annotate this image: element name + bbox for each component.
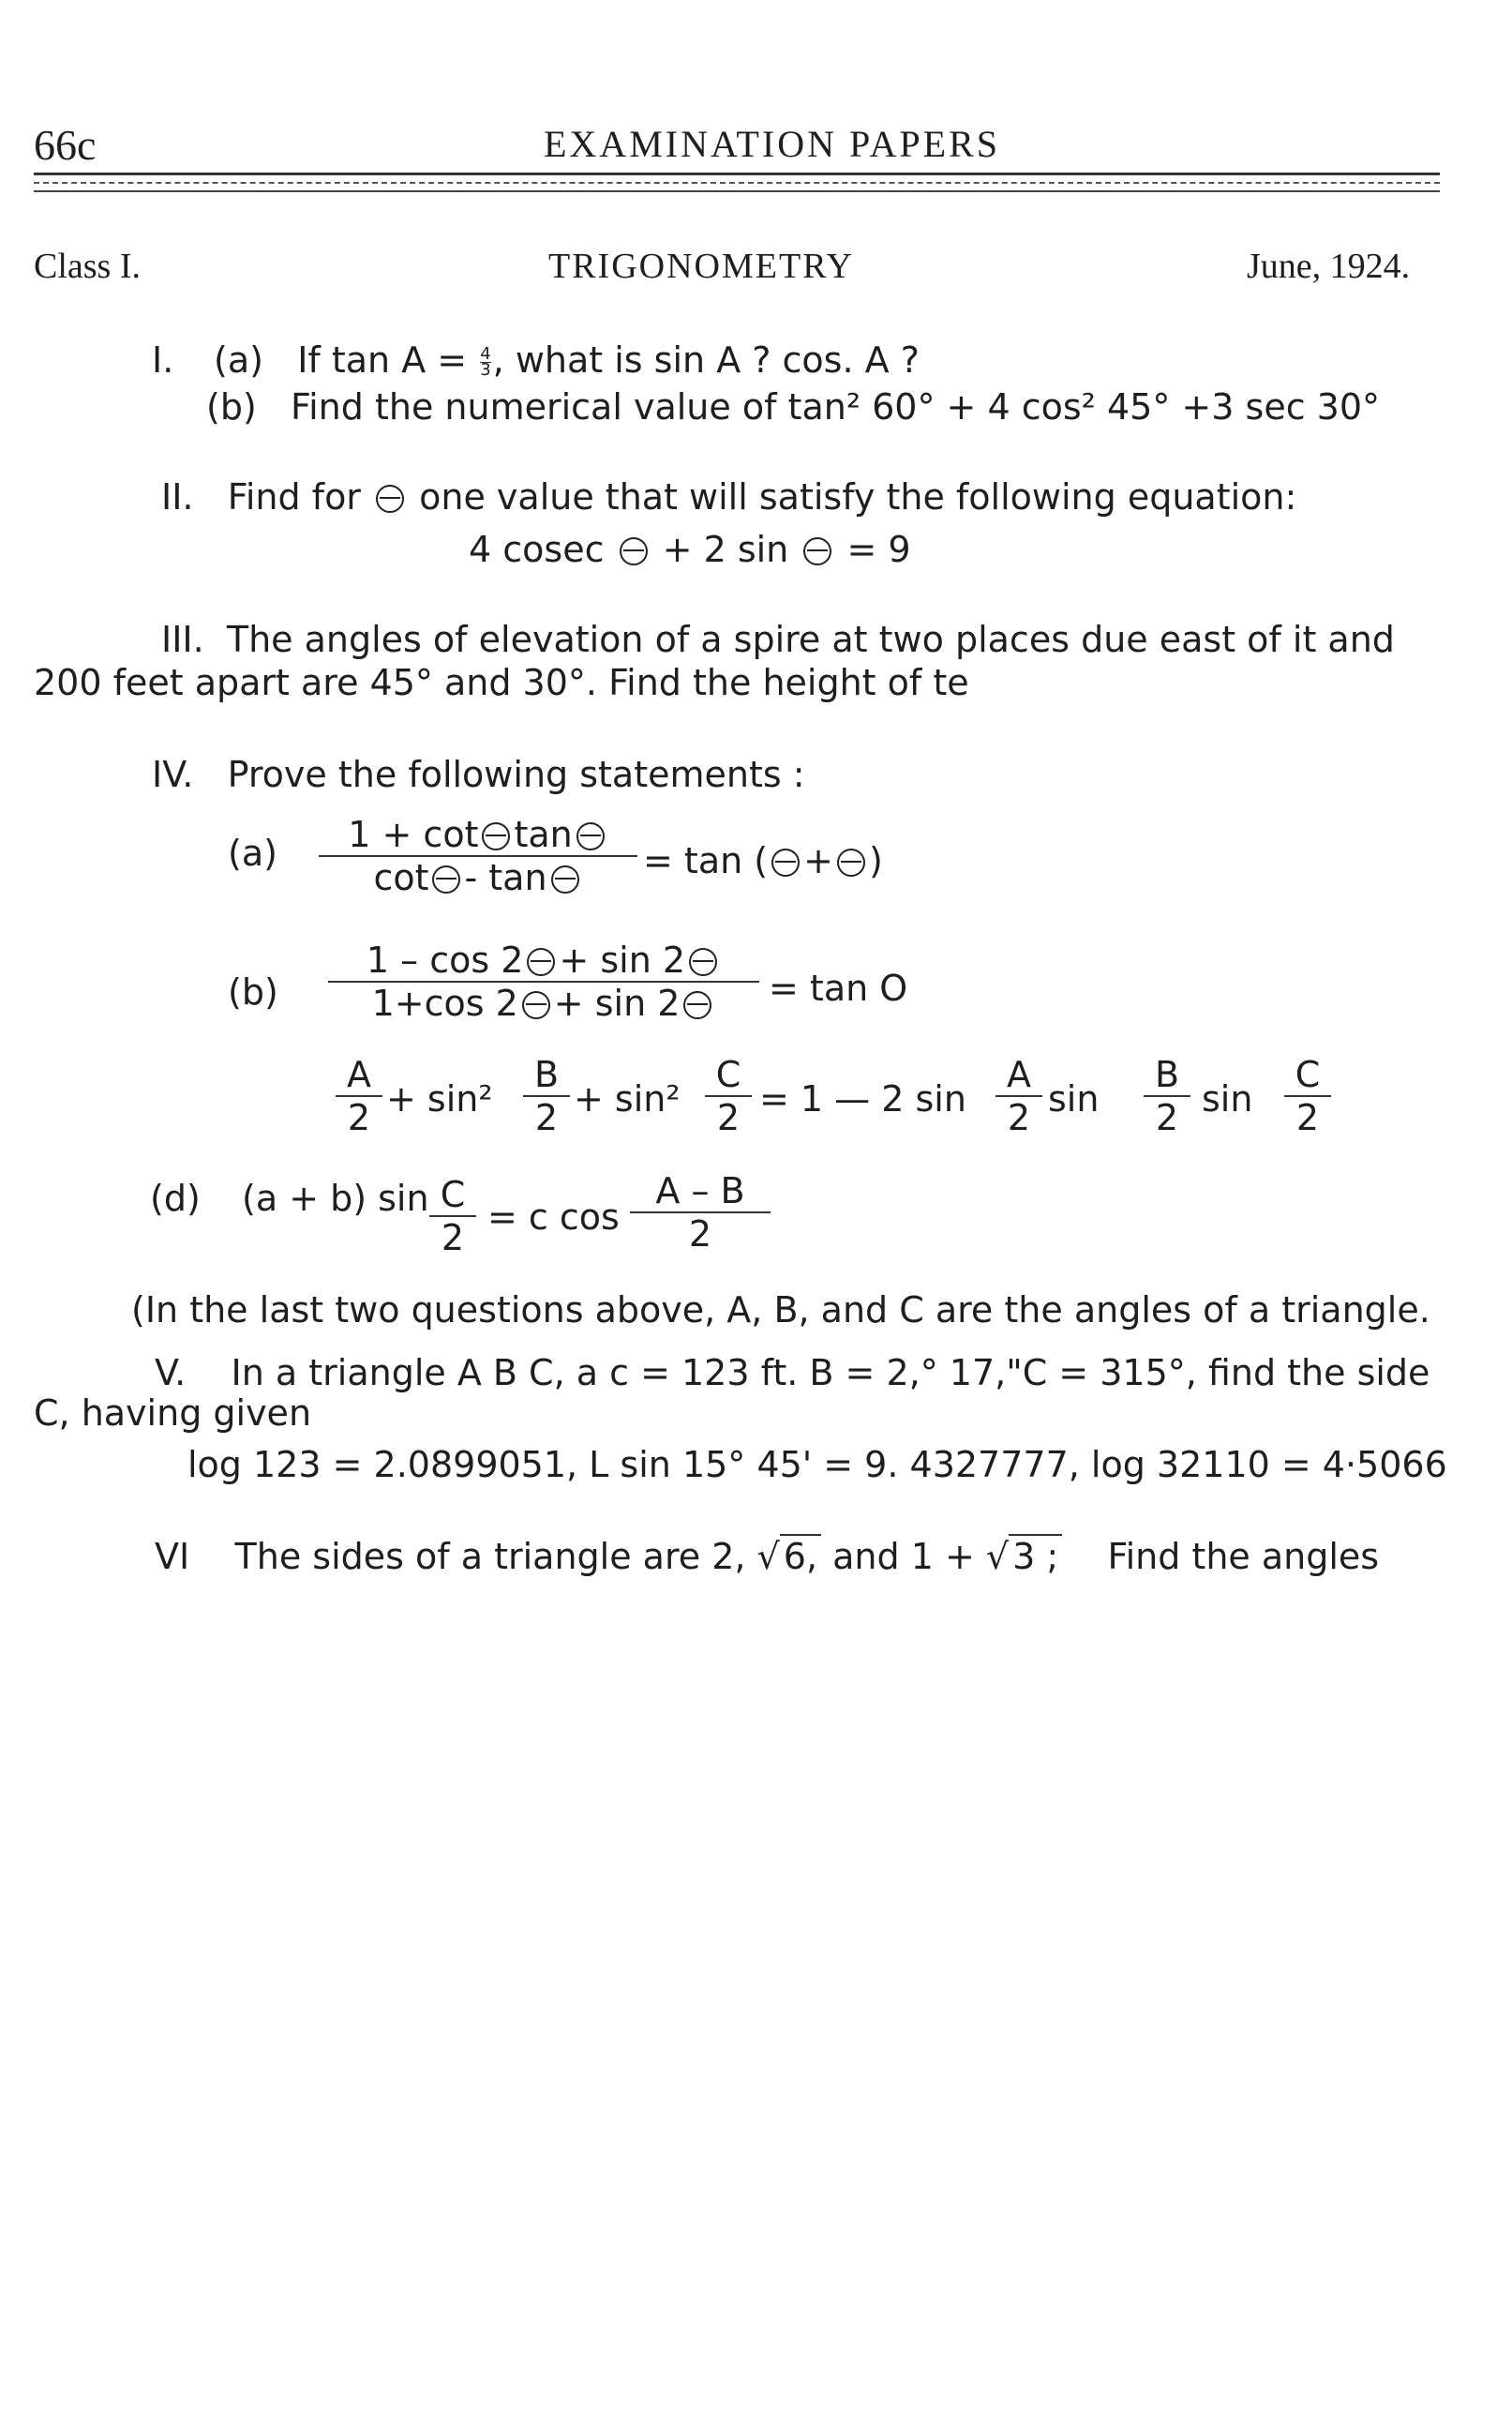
equation-2 [469,529,911,570]
equation-part: sin [1048,1078,1100,1120]
equation-part: sin [1202,1078,1253,1120]
question-5 [155,1352,1430,1393]
question-numeral: I. [152,339,174,381]
fraction-4a: 1 + cot tan cot - tan [319,814,637,898]
fraction-A-2: A 2 [336,1054,382,1138]
equation-part: (a + b) sin [242,1178,429,1219]
exam-date: June, 1924. [1247,247,1411,286]
question-text: Find the angles [1107,1536,1380,1577]
equation-part: + sin² [574,1078,681,1120]
question-text: In a triangle A B C, a c = 123 ft. B = 2,° 17,"C = 315°, find the side [231,1352,1430,1393]
question-1a [214,339,920,381]
subject-title: TRIGONOMETRY [548,247,854,286]
rhs-4b: = tan O [769,968,908,1009]
equation-part: 4 cosec [469,529,605,570]
fraction-A-2: A 2 [996,1054,1042,1138]
fraction-4b: 1 – cos 2 + sin 2 1+cos 2 + sin 2 [328,940,759,1024]
class-label: Class I. [34,247,141,286]
header-rule-dashed [34,182,1440,184]
question-6: VI The sides of a triangle are 2, √ 6, and 1 + √ 3 ; Find the angles [155,1536,1380,1577]
part-label: (b) [228,971,278,1013]
part-label: (b) [206,386,257,428]
question-numeral: VI [155,1536,190,1577]
note-triangle: (In the last two questions above, A, B, and C are the angles of a triangle. [131,1289,1430,1331]
question-text: Find the numerical value of tan² 60° + 4 cos² 45° +3 sec 30° [291,386,1381,428]
rhs-4a: = tan ( + ) [643,840,883,881]
question-1b [206,386,1380,428]
question-5-logs: log 123 = 2.0899051, L sin 15° 45' = 9. 4327777, log 32110 = 4·5066 [187,1444,1447,1485]
question-text: , what is sin A ? cos. A ? [492,339,920,381]
header-rule [34,173,1440,175]
sqrt-6: 6, [780,1534,821,1577]
question-numeral: III. [161,619,204,660]
page-header-title: EXAMINATION PAPERS [544,123,1001,165]
question-numeral: V. [155,1352,187,1393]
fraction-B-2: B 2 [1144,1054,1190,1138]
question-2 [161,476,1296,518]
header-rule-bottom [34,190,1440,192]
equation-part: + sin² [386,1078,493,1120]
equation-part: = 9 [846,529,911,570]
part-label: (a) [214,339,263,381]
fraction-B-2: B 2 [523,1054,570,1138]
page-number: 66c [34,121,97,169]
equation-part: = 1 — 2 sin [759,1078,966,1120]
question-text: one value that will satisfy the following equation: [419,476,1297,518]
question-3-line-2: 200 feet apart are 45° and 30°. Find the height of te [34,662,969,703]
question-text: The sides of a triangle are 2, [234,1536,746,1577]
part-label: (d) [150,1178,201,1219]
sqrt-3: 3 ; [1009,1534,1062,1577]
part-label: (a) [228,833,277,874]
fraction-C-2: C 2 [705,1054,752,1138]
question-3 [161,619,1395,660]
fraction-C-2: C 2 [429,1174,476,1258]
fraction-C-2: C 2 [1284,1054,1331,1138]
question-text: Find for [227,476,361,518]
question-numeral: II. [161,476,194,518]
question-1 [152,339,173,381]
theta-symbol [376,485,404,513]
question-4 [152,754,805,795]
question-text: If tan A = [297,339,479,381]
question-numeral: IV. [152,754,194,795]
question-text: Prove the following statements : [227,754,805,795]
fraction: $\frac{4}{3}$ [480,344,491,380]
theta-symbol [620,537,648,565]
fraction-A-minus-B: A – B 2 [630,1170,771,1255]
equation-part: + 2 sin [662,529,789,570]
question-text: and 1 + [832,1536,975,1577]
equation-part: = c cos [487,1196,620,1238]
theta-symbol [803,537,831,565]
question-text: The angles of elevation of a spire at two places due east of it and [226,619,1395,660]
question-5-line-2: C, having given [34,1392,312,1434]
